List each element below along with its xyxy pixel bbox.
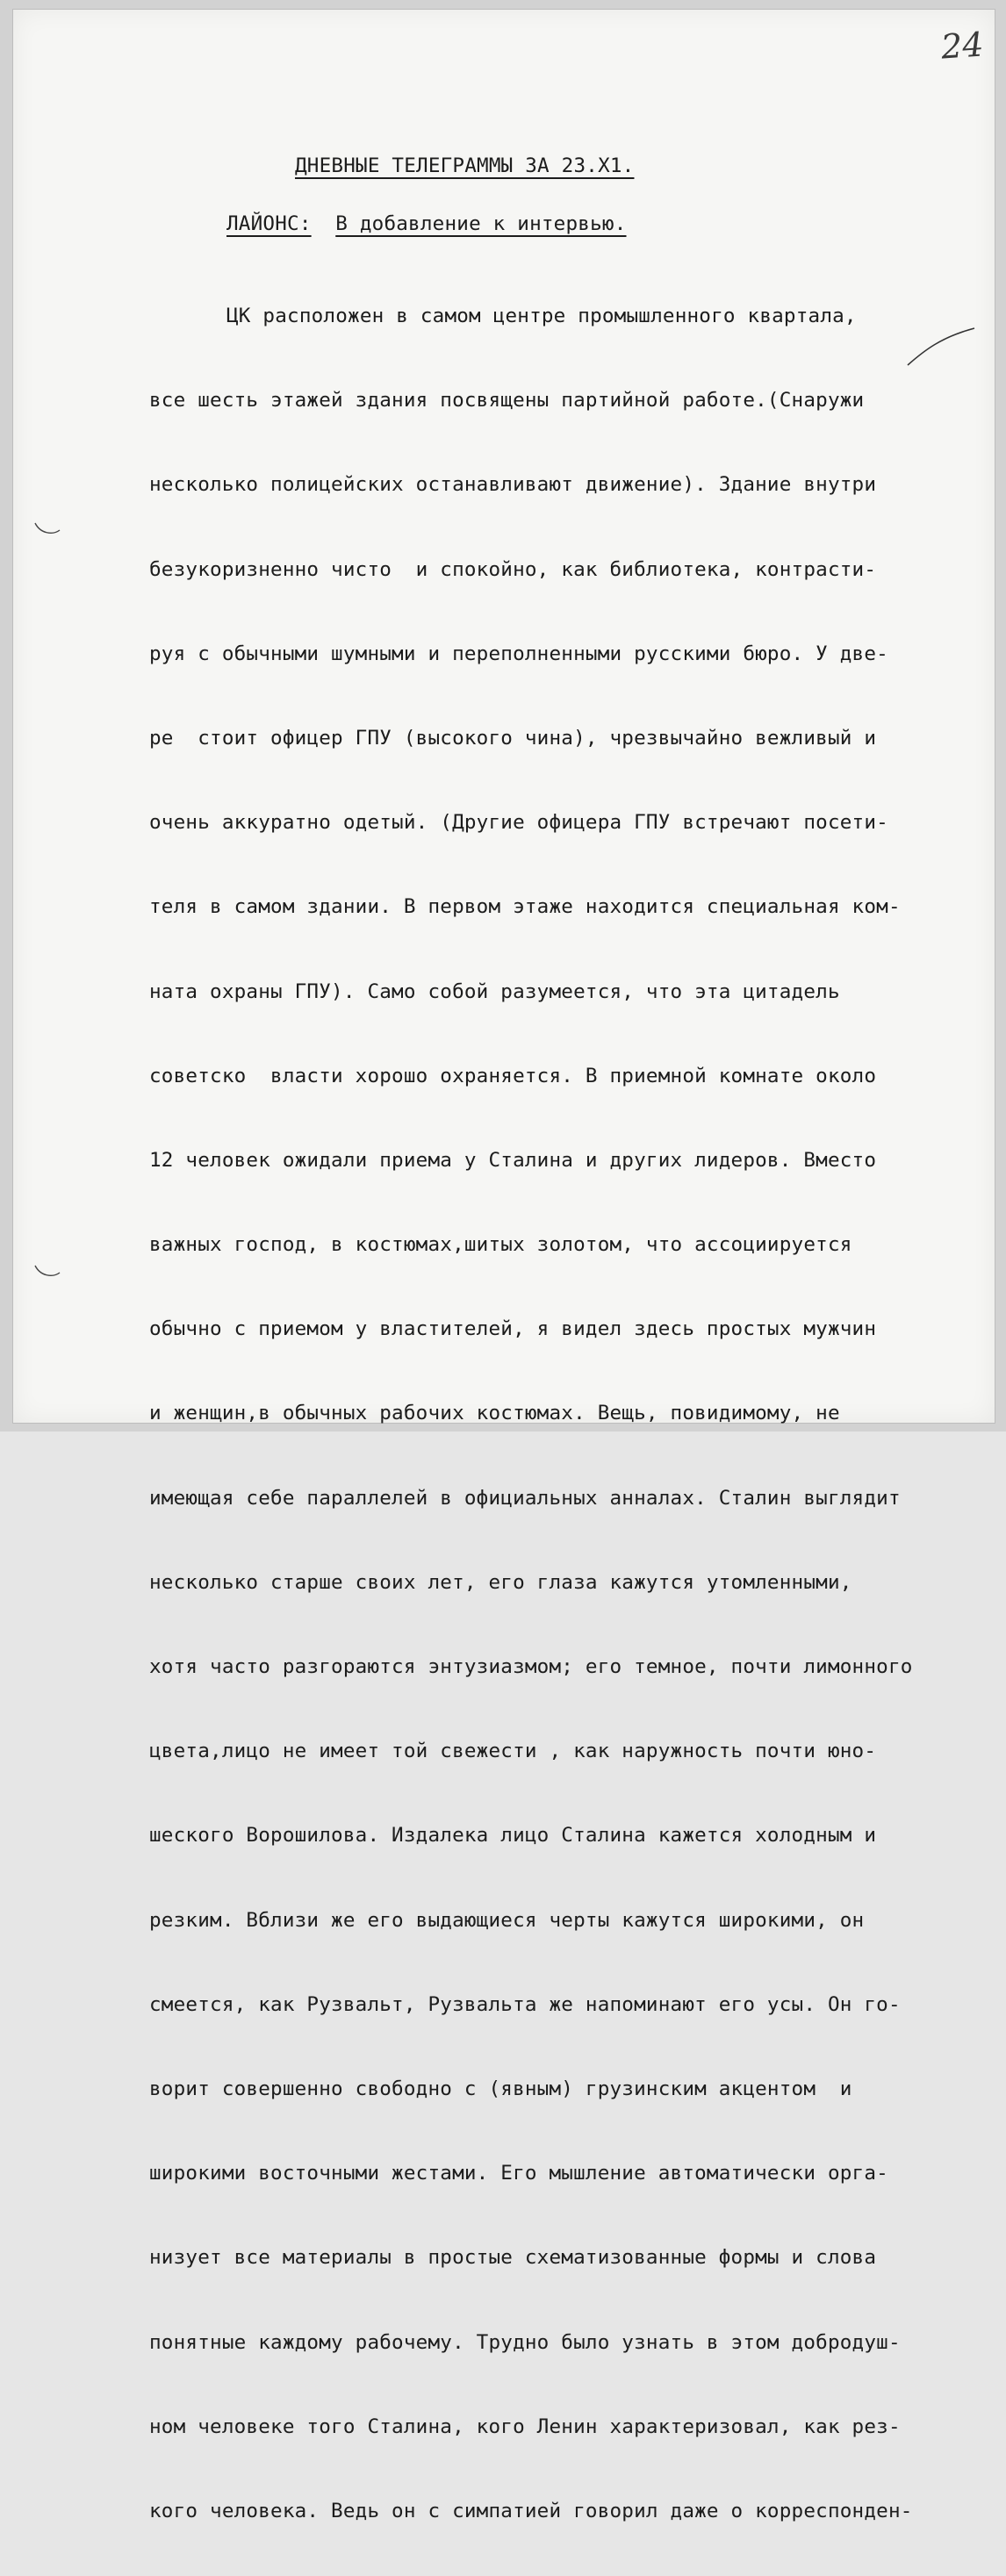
body-line: 12 человек ожидали приема у Сталина и других лидеров. Вместо <box>149 1148 877 1172</box>
body-line: шеского Ворошилова. Издалека лицо Сталина кажется холодным и <box>149 1824 877 1848</box>
body-line: ната охраны ГПУ). Само собой разумеется, что эта цитадель <box>149 979 840 1003</box>
body-line: ворит совершенно свободно с (явным) грузинским акцентом и <box>149 2077 852 2100</box>
body-line: ЦК расположен в самом центре промышленного квартала, <box>226 305 857 327</box>
document-title: ДНЕВНЫЕ ТЕЛЕГРАММЫ ЗА 23.Х1. <box>295 154 635 177</box>
body-line: обычно с приемом у властителей, я видел здесь простых мужчин <box>149 1317 877 1341</box>
subheading-text: В добавление к интервью. <box>335 212 627 235</box>
body-line: ре стоит офицер ГПУ (высокого чина), чрезвычайно вежливый и <box>149 726 877 750</box>
body-line: кого человека. Ведь он с симпатией говорил даже о корреспонден- <box>149 2499 913 2522</box>
body-line: несколько полицейских останавливают движение). Здание внутри <box>149 473 877 497</box>
body-line: имеющая себе параллелей в официальных анналах. Сталин выглядит <box>149 1486 901 1510</box>
document-body <box>149 251 913 2576</box>
body-line: безукоризненно чисто и спокойно, как библиотека, контрасти- <box>149 557 877 581</box>
body-line: ном человеке того Сталина, кого Ленин характеризовал, как рез- <box>149 2415 901 2438</box>
body-line: и женщин,в обычных рабочих костюмах. Вещь, повидимому, не <box>149 1402 840 1425</box>
margin-pencil-mark <box>906 325 976 369</box>
body-line: теля в самом здании. В первом этаже находится специальная ком- <box>149 895 901 919</box>
body-line: резким. Вблизи же его выдающиеся черты кажутся широкими, он <box>149 1908 865 1932</box>
handwritten-page-number: 24 <box>939 25 985 67</box>
body-line: очень аккуратно одетый. (Другие офицера ГПУ встречают посети- <box>149 811 888 835</box>
body-line: важных господ, в костюмах,шитых золотом, что ассоциируется <box>149 1233 852 1257</box>
punch-hole-mark <box>33 520 61 537</box>
body-line: смеется, как Рузвальт, Рузвальта же напоминают его усы. Он го- <box>149 1992 901 2016</box>
body-line: цвета,лицо не имеет той свежести , как наружность почти юно- <box>149 1740 877 1763</box>
body-line: понятные каждому рабочему. Трудно было узнать в этом добродуш- <box>149 2330 901 2354</box>
subheading <box>226 212 627 235</box>
body-line: широкими восточными жестами. Его мышление автоматически орга- <box>149 2162 888 2185</box>
correspondent-name: ЛАЙОНС: <box>226 212 312 235</box>
body-line: низует все материалы в простые схематизованные формы и слова <box>149 2246 877 2270</box>
body-line: хотя часто разгораются энтузиазмом; его темное, почти лимонного <box>149 1655 913 1678</box>
body-line: советско власти хорошо охраняется. В приемной комнате около <box>149 1064 877 1087</box>
punch-hole-mark <box>33 1262 61 1280</box>
body-line: все шесть этажей здания посвящены партийной работе.(Снаружи <box>149 389 865 413</box>
body-line: руя с обычными шумными и переполненными русскими бюро. У две- <box>149 642 888 665</box>
body-line: несколько старше своих лет, его глаза кажутся утомленными, <box>149 1570 852 1594</box>
